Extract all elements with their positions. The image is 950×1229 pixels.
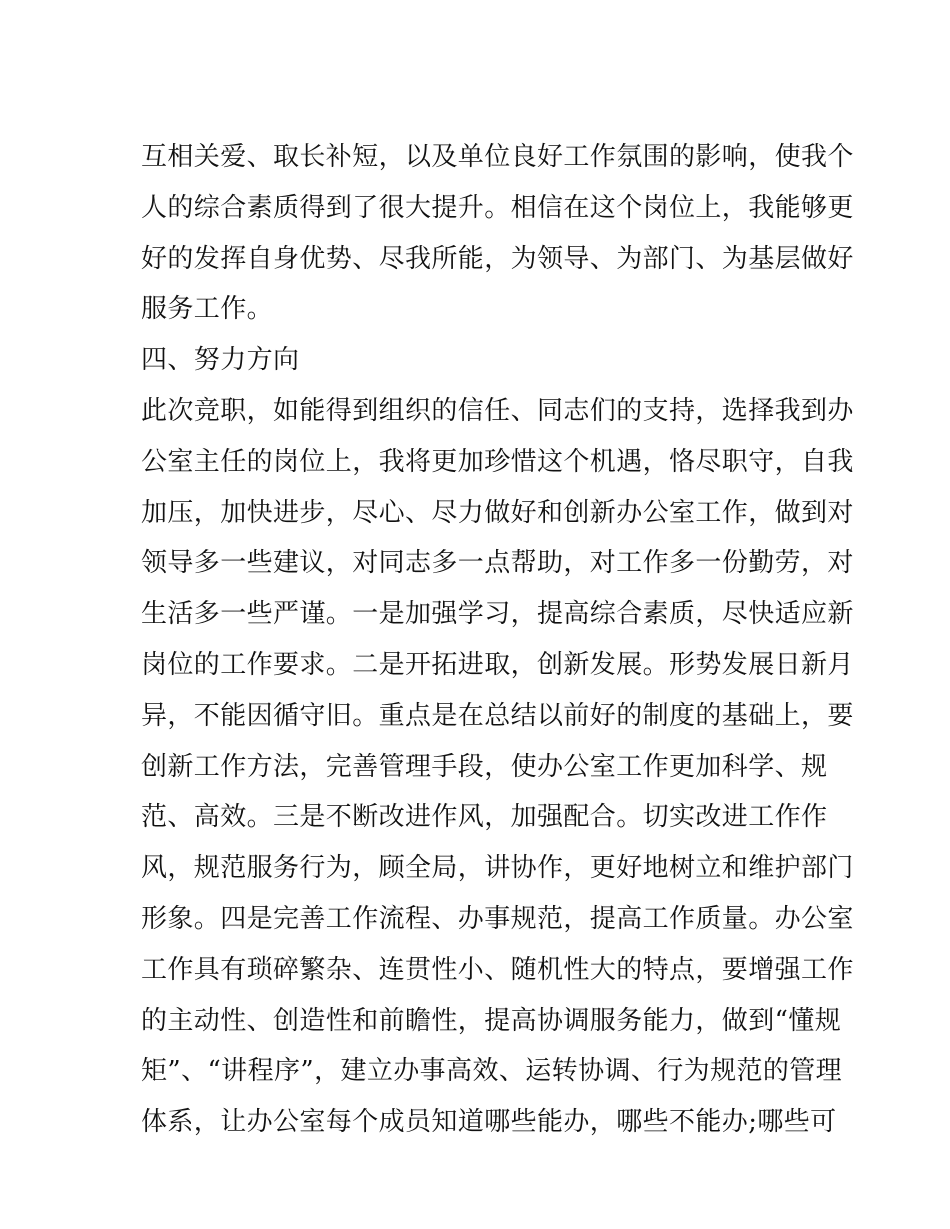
text-line: 形象。四是完善工作流程、办事规范，提高工作质量。办公室 (141, 903, 854, 934)
text-line: 人的综合素质得到了很大提升。相信在这个岗位上，我能够更 (141, 192, 854, 223)
text-line: 互相关爱、取长补短，以及单位良好工作氛围的影响，使我个 (141, 142, 854, 172)
section-heading: 四、努力方向 (141, 345, 300, 376)
text-line: 领导多一些建议，对同志多一点帮助，对工作多一份勤劳，对 (141, 548, 854, 579)
text-line: 的主动性、创造性和前瞻性，提高协调服务能力，做到“懂规 (141, 1005, 842, 1036)
text-line: 风，规范服务行为，顾全局，讲协作，更好地树立和维护部门 (141, 853, 854, 884)
text-line: 工作具有琐碎繁杂、连贯性小、随机性大的特点，要增强工作 (141, 954, 854, 985)
text-line: 服务工作。 (141, 294, 274, 325)
body-text (141, 132, 854, 1148)
text-line: 范、高效。三是不断改进作风，加强配合。切实改进工作作 (141, 802, 828, 833)
text-line: 创新工作方法，完善管理手段，使办公室工作更加科学、规 (141, 751, 828, 782)
text-line: 加压，加快进步，尽心、尽力做好和创新办公室工作，做到对 (141, 497, 854, 528)
text-line: 异，不能因循守旧。重点是在总结以前好的制度的基础上，要 (141, 700, 854, 731)
text-line: 公室主任的岗位上，我将更加珍惜这个机遇，恪尽职守，自我 (141, 446, 854, 477)
text-line: 此次竞职，如能得到组织的信任、同志们的支持，选择我到办 (141, 395, 854, 426)
text-line: 体系，让办公室每个成员知道哪些能办，哪些不能办;哪些可 (141, 1107, 837, 1138)
text-line: 矩”、“讲程序”，建立办事高效、运转协调、行为规范的管理 (141, 1056, 843, 1087)
text-line: 生活多一些严谨。一是加强学习，提高综合素质，尽快适应新 (141, 599, 854, 630)
text-line: 岗位的工作要求。二是开拓进取，创新发展。形势发展日新月 (141, 649, 854, 680)
text-line: 好的发挥自身优势、尽我所能，为领导、为部门、为基层做好 (141, 243, 854, 274)
